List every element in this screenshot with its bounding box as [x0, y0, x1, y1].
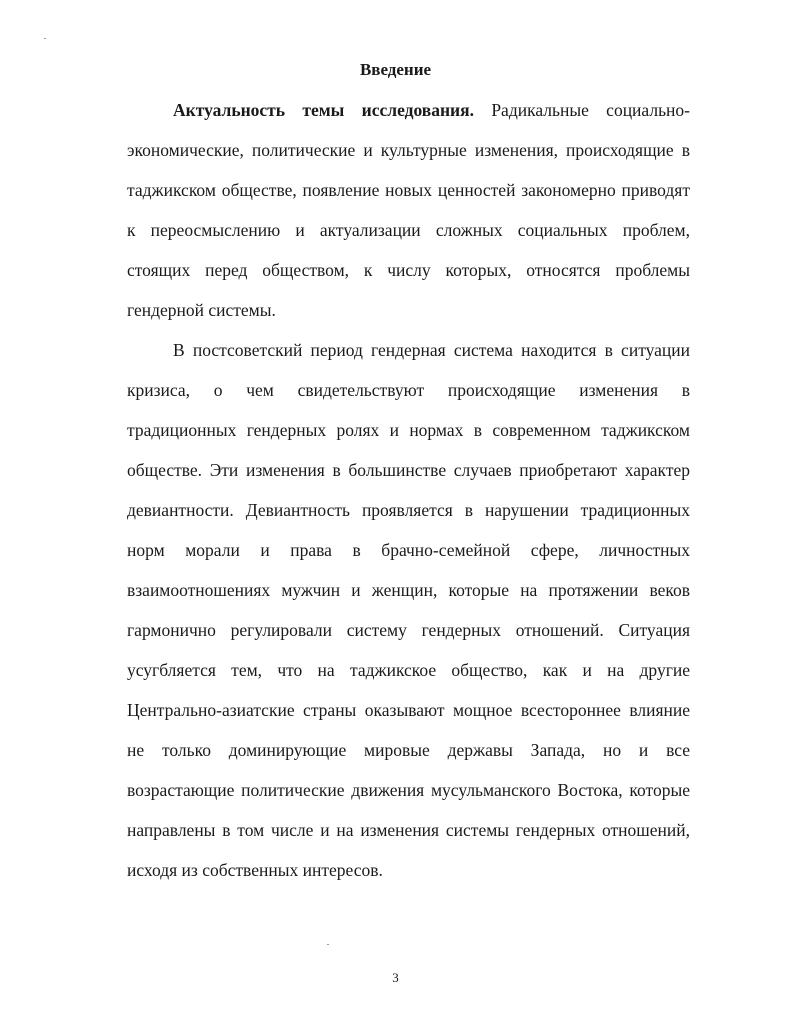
text-line: гармонично регулировали систему гендерных отношений. Ситуация	[127, 620, 690, 640]
text-line: к переосмыслению и актуализации сложных социальных проблем,	[127, 220, 690, 240]
text-line: исходя из собственных интересов.	[127, 860, 383, 880]
scan-speck	[327, 944, 329, 945]
section-heading: Введение	[359, 60, 432, 79]
text-line: взаимоотношениях мужчин и женщин, которые на протяжении веков	[127, 580, 690, 600]
text-fragment: Радикальные социально-	[473, 100, 690, 120]
text-line: норм морали и права в брачно-семейной сфере, личностных	[127, 540, 690, 560]
scan-speck	[44, 38, 46, 39]
text-line: возрастающие политические движения мусульманского Востока, которые	[127, 780, 690, 800]
lead-phrase: Актуальность темы исследования.	[173, 100, 474, 120]
text-line	[173, 98, 690, 122]
text-line: Центрально-азиатские страны оказывают мощное всестороннее влияние	[127, 700, 690, 720]
text-line: таджикском обществе, появление новых ценностей закономерно приводят	[127, 180, 690, 200]
text-line: В постсоветский период гендерная система находится в ситуации	[173, 340, 690, 360]
text-line: направлены в том числе и на изменения системы гендерных отношений,	[127, 820, 690, 840]
text-line: стоящих перед обществом, к числу которых, относятся проблемы	[127, 260, 690, 280]
text-line: не только доминирующие мировые державы Запада, но и все	[127, 740, 690, 760]
text-line: гендерной системы.	[127, 300, 276, 320]
text-line: кризиса, о чем свидетельствуют происходящие изменения в	[127, 380, 690, 400]
text-line: экономические, политические и культурные изменения, происходящие в	[127, 140, 690, 160]
text-line: традиционных гендерных ролях и нормах в современном таджикском	[127, 420, 690, 440]
text-line: обществе. Эти изменения в большинстве случаев приобретают характер	[127, 460, 690, 480]
page-number: 3	[392, 970, 399, 985]
text-line: девиантности. Девиантность проявляется в нарушении традиционных	[127, 500, 690, 520]
text-line: усугбляется тем, что на таджикское общество, как и на другие	[127, 660, 690, 680]
